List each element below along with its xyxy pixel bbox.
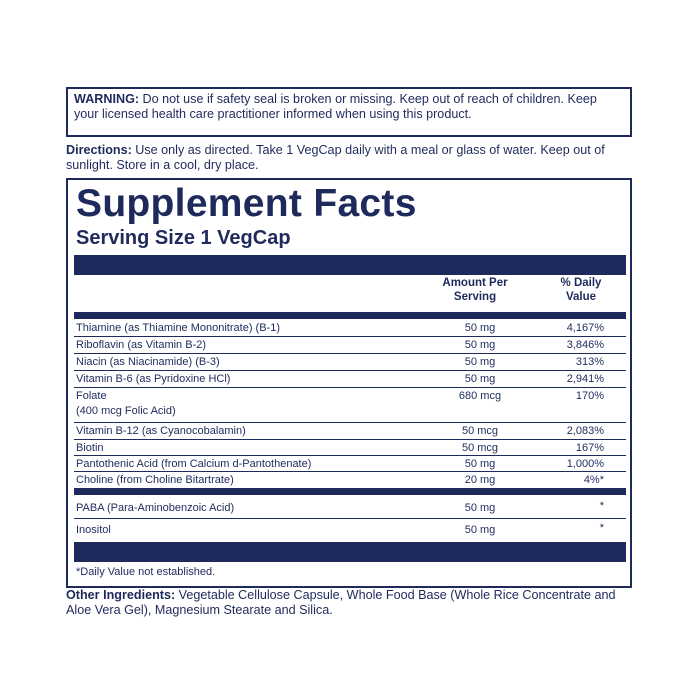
nutrient-amount: 50 mg: [464, 458, 496, 470]
nutrient-amount: 50 mg: [464, 356, 496, 368]
nutrient-amount: 680 mcg: [458, 390, 502, 402]
nutrient-dv: *: [599, 500, 604, 512]
nutrient-name: Riboflavin (as Vitamin B-2): [76, 339, 207, 351]
divider-bar-top: [74, 255, 626, 275]
nutrient-row: [74, 456, 626, 472]
warning-text: Do not use if safety seal is broken or missing. Keep out of reach of children. Keep your licensed health care practitioner informed when using this product.: [74, 92, 597, 121]
nutrient-row: [74, 388, 626, 423]
nutrient-name: Niacin (as Niacinamide) (B-3): [76, 356, 220, 368]
nutrient-name: Thiamine (as Thiamine Mononitrate) (B-1): [76, 322, 280, 334]
nutrient-amount: 50 mg: [464, 524, 496, 536]
nutrient-name: Folate: [76, 390, 107, 402]
nutrient-row: [74, 337, 626, 354]
amount-header-line1: Amount Per: [442, 277, 508, 289]
nutrient-row: [74, 320, 626, 337]
nutrient-amount: 20 mg: [464, 474, 496, 486]
nutrient-row: [74, 497, 626, 519]
nutrient-name: Vitamin B-6 (as Pyridoxine HCl): [76, 373, 231, 385]
footnote: *Daily Value not established.: [76, 566, 216, 578]
warning-box: [66, 87, 632, 137]
nutrient-dv: 1,000%: [566, 458, 604, 470]
ingredients-label: Other Ingredients:: [66, 588, 176, 602]
nutrient-row: [74, 354, 626, 371]
nutrient-amount: 50 mcg: [461, 442, 499, 454]
facts-title: Supplement Facts: [76, 182, 417, 225]
nutrient-dv: 170%: [575, 390, 604, 402]
nutrient-amount: 50 mg: [464, 339, 496, 351]
nutrient-name: Choline (from Choline Bitartrate): [76, 474, 234, 486]
nutrient-row: [74, 519, 626, 541]
nutrient-amount: 50 mg: [464, 502, 496, 514]
divider-bar-header: [74, 312, 626, 319]
nutrient-name: Pantothenic Acid (from Calcium d-Pantothenate): [76, 458, 312, 470]
amount-header-line2: Serving: [453, 291, 497, 303]
nutrient-dv: 313%: [575, 356, 604, 368]
nutrient-row: [74, 472, 626, 488]
nutrient-dv: 167%: [575, 442, 604, 454]
nutrient-dv: *: [599, 522, 604, 534]
nutrient-amount: 50 mg: [464, 322, 496, 334]
nutrient-dv: 2,941%: [566, 373, 604, 385]
supplement-facts-panel: [66, 178, 632, 588]
nutrient-name: Inositol: [76, 524, 111, 536]
daily-value-header: [536, 276, 626, 304]
nutrient-row: [74, 440, 626, 456]
nutrient-amount: 50 mg: [464, 373, 496, 385]
other-ingredients: [66, 588, 638, 618]
serving-size: Serving Size 1 VegCap: [76, 227, 291, 249]
ingredients-text: Vegetable Cellulose Capsule, Whole Food Base (Whole Rice Concentrate and Aloe Vera Gel), Magnesium Stearate and Silica.: [66, 588, 616, 617]
nutrient-amount: 50 mcg: [461, 425, 499, 437]
nutrient-name: Biotin: [76, 442, 104, 454]
nutrient-row: [74, 371, 626, 388]
amount-header: [420, 276, 530, 304]
nutrient-name: PABA (Para-Aminobenzoic Acid): [76, 502, 235, 514]
dv-header-line1: % Daily: [560, 277, 602, 289]
nutrient-dv: 2,083%: [566, 425, 604, 437]
warning-label: WARNING:: [74, 92, 140, 106]
nutrient-name: Vitamin B-12 (as Cyanocobalamin): [76, 425, 246, 437]
divider-bar-bottom: [74, 542, 626, 562]
directions-text: Use only as directed. Take 1 VegCap daily with a meal or glass of water. Keep out of sunlight. Store in a cool, dry place.: [66, 143, 605, 172]
dv-header-line2: Value: [565, 291, 597, 303]
divider-bar-other: [74, 488, 626, 495]
nutrient-dv: 3,846%: [566, 339, 604, 351]
nutrient-dv: 4,167%: [566, 322, 604, 334]
nutrient-dv: 4%*: [583, 474, 604, 486]
directions: [66, 143, 638, 173]
nutrient-subtext: (400 mcg Folic Acid): [76, 405, 176, 417]
directions-label: Directions:: [66, 143, 132, 157]
nutrient-row: [74, 423, 626, 440]
